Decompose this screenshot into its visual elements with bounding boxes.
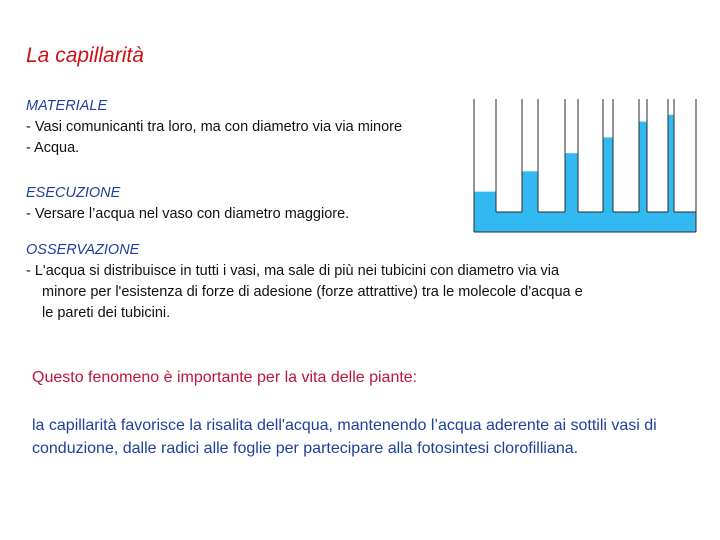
materiale-item: - Vasi comunicanti tra loro, ma con diametro via via minore [26,119,403,135]
esecuzione-item: - Versare l’acqua nel vaso con diametro maggiore. [26,206,350,222]
tube-water [668,115,674,213]
esecuzione-heading: ESECUZIONE [26,185,121,201]
note-title: Questo fenomeno è importante per la vita delle piante: [32,369,418,386]
tube-water [522,171,538,213]
materiale-item: - Acqua. [26,140,80,156]
tube-water [639,122,647,213]
osservazione-line: - L'acqua si distribuisce in tutti i vasi, ma sale di più nei tubicini con diametro via via [26,263,560,279]
tube-water [565,153,578,213]
osservazione-heading: OSSERVAZIONE [26,242,140,258]
osservazione-line: le pareti dei tubicini. [42,305,171,321]
reservoir-water [474,212,696,232]
note-body: la capillarità favorisce la risalita dell'acqua, mantenendo l’acqua aderente ai sottili vasi di conduzione, dalle radici alle foglie per partecipare alla fotosintesi clorofilliana. [32,417,657,457]
materiale-heading: MATERIALE [26,98,108,114]
osservazione-line: minore per l'esistenza di forze di adesione (forze attrattive) tra le molecole d'acqua e [42,284,583,300]
tube-water [474,192,496,213]
page-title: La capillarità [26,44,144,67]
tube-water [603,137,613,213]
